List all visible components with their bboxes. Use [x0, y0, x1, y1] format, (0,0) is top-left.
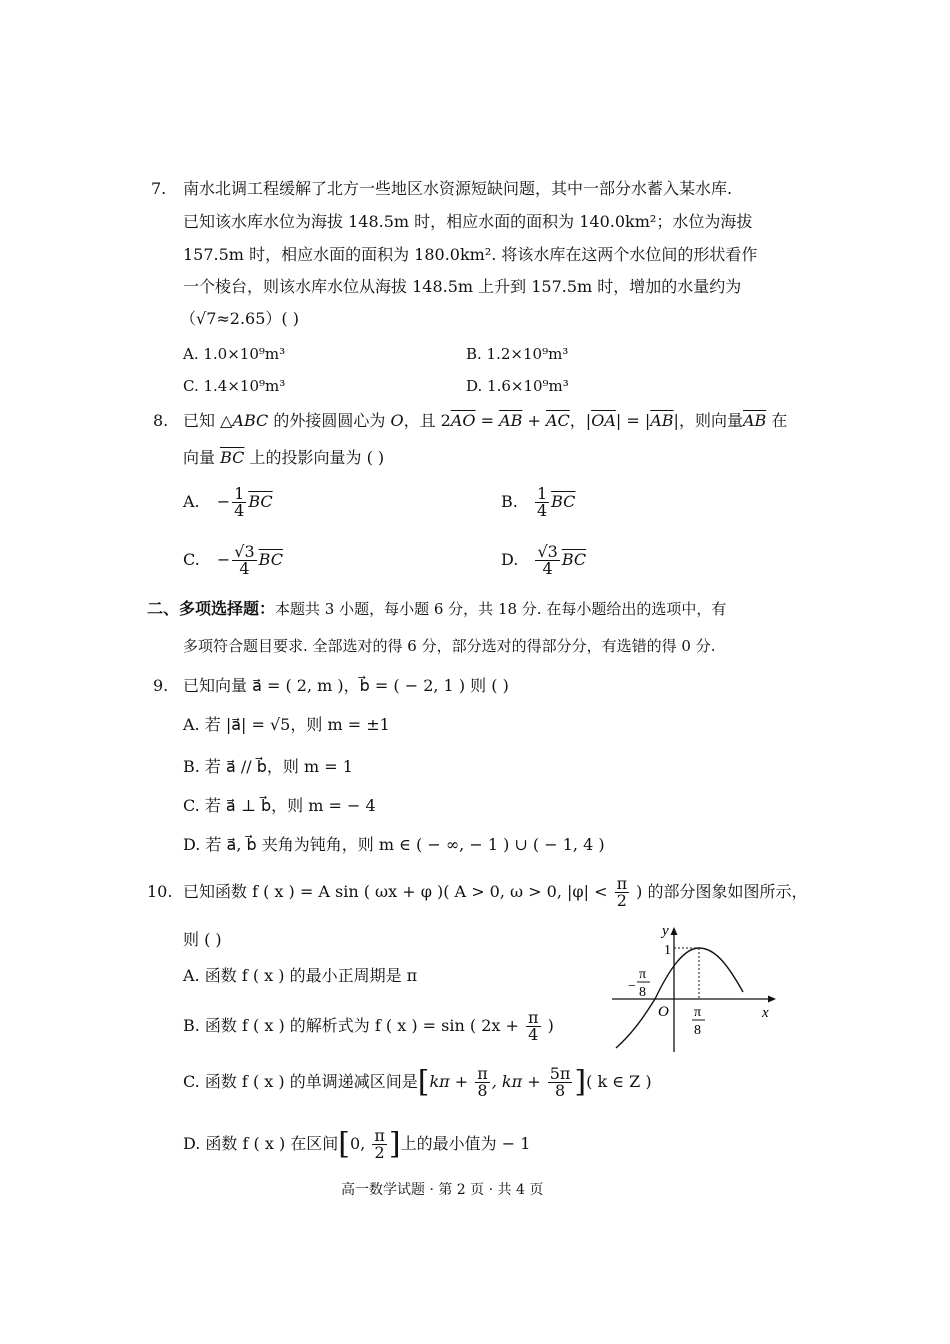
equals: =: [475, 411, 500, 430]
triangle-abc: ABC: [232, 411, 269, 430]
option-label: D.: [501, 550, 519, 569]
q10-text: C. 函数 f ( x ) 的单调递减区间是: [183, 1072, 418, 1091]
q9-number: 9.: [153, 676, 169, 695]
q8-text: ，|: [569, 411, 592, 430]
q8-option-d: [501, 542, 586, 578]
vector-bc: $\overline{BC}$: [248, 492, 273, 511]
denominator: 4: [234, 501, 245, 520]
pos-pi-numerator: π: [694, 1005, 702, 1020]
q10-option-a: A. 函数 f ( x ) 的最小正周期是 π: [183, 966, 418, 985]
q7-line-2: 已知该水库水位为海拔 148.5m 时，相应水面的面积为 140.0km²；水位为海拔: [183, 212, 753, 231]
numerator: √3: [234, 542, 255, 561]
neg-sign: −: [628, 979, 636, 994]
q8-line-2: [183, 448, 384, 468]
numerator: √3: [537, 542, 558, 561]
fraction: [548, 1066, 573, 1099]
q10-text: 0,: [350, 1134, 371, 1153]
vector-bc: $\overline{BC}$: [258, 550, 283, 569]
q7-option-c: C. 1.4×10⁹m³: [183, 377, 286, 395]
sine-graph: [608, 920, 788, 1055]
option-label: B.: [501, 492, 518, 511]
circumcenter-o: O: [390, 411, 404, 430]
numerator: π: [374, 1126, 385, 1145]
fraction: [232, 486, 246, 519]
denominator: 8: [477, 1081, 488, 1100]
q8-text: 已知 △: [183, 411, 233, 430]
fraction: [475, 1066, 490, 1099]
origin-label: O: [658, 1004, 669, 1020]
page-footer: 高一数学试题 · 第 2 页 · 共 4 页: [341, 1182, 544, 1198]
q10-text: kπ +: [429, 1072, 474, 1091]
numerator: 5π: [549, 1064, 571, 1083]
q10-number: 10.: [147, 882, 173, 901]
q8-text: ，且 2: [403, 411, 451, 430]
q8-option-b: [501, 484, 575, 520]
q8-text: | = |: [615, 411, 651, 430]
section-2-instructions-line-2: 多项符合题目要求. 全部选对的得 6 分，部分选对的得部分分，有选错的得 0 分.: [183, 637, 716, 655]
denominator: 2: [374, 1143, 385, 1162]
q10-text: B. 函数 f ( x ) 的解析式为 f ( x ) = sin ( 2x +: [183, 1016, 524, 1035]
fraction: [615, 876, 630, 909]
q8-line-1: [183, 411, 787, 431]
numerator: 1: [234, 484, 245, 503]
q10-text: 已知函数 f ( x ) = A sin ( ωx + φ )( A > 0, ω > 0, |φ| <: [183, 882, 613, 901]
q9-stem: 已知向量 a⃗ = ( 2, m )，b⃗ = ( − 2, 1 ) 则 ( ): [183, 676, 509, 695]
vector-ac: $\overline{AC}$: [546, 411, 570, 430]
q9-option-b: B. 若 a⃗ // b⃗，则 m = 1: [183, 757, 353, 776]
vector-oa: $\overline{OA}$: [591, 411, 616, 430]
sine-curve: [616, 948, 743, 1048]
pos-pi-denominator: 8: [694, 1023, 701, 1038]
denominator: 8: [554, 1081, 566, 1100]
q10-option-c: [183, 1060, 652, 1105]
minus: −: [216, 550, 231, 569]
q8-text: 在: [766, 411, 788, 430]
q7-option-d: D. 1.6×10⁹m³: [466, 377, 569, 395]
vector-ab: $\overline{AB}$: [650, 411, 674, 430]
vector-bc: $\overline{BC}$: [551, 492, 576, 511]
option-label: C.: [183, 550, 200, 569]
fraction: [535, 544, 559, 577]
q8-number: 8.: [153, 411, 169, 430]
fraction: [232, 544, 256, 577]
neg-pi-denominator: 8: [639, 985, 646, 1000]
q7-line-1: 南水北调工程缓解了北方一些地区水资源短缺问题，其中一部分水蓄入某水库.: [183, 179, 733, 198]
q7-line-4: 一个棱台，则该水库水位从海拔 148.5m 上升到 157.5m 时，增加的水量约为: [183, 277, 742, 296]
q8-option-c: [183, 542, 283, 578]
y-label: y: [662, 923, 669, 939]
neg-pi-numerator: π: [639, 967, 647, 982]
option-label: A.: [183, 492, 200, 511]
denominator: 4: [542, 559, 553, 578]
q10-text: D. 函数 f ( x ) 在区间: [183, 1134, 339, 1153]
q10-text: ( k ∈ Z ): [586, 1072, 652, 1091]
vector-bc: $\overline{BC}$: [561, 550, 587, 569]
fraction: [526, 1010, 541, 1043]
section-2-heading: [147, 599, 726, 619]
section-instructions: 本题共 3 小题，每小题 6 分，共 18 分. 在每小题给出的选项中，有: [275, 600, 727, 618]
q9-option-c: C. 若 a⃗ ⊥ b⃗，则 m = − 4: [183, 796, 376, 815]
q10-then: 则 ( ): [183, 930, 222, 949]
q7-number: 7.: [151, 179, 167, 198]
vector-ab: $\overline{AB}$: [499, 411, 523, 430]
q10-text: ): [542, 1016, 554, 1035]
max-value-label: 1: [664, 943, 671, 958]
left-bracket: [: [338, 1126, 351, 1162]
vector-bc: $\overline{BC}$: [220, 448, 245, 467]
vector-ao: $\overline{AO}$: [450, 411, 476, 430]
q10-text: , kπ +: [491, 1072, 546, 1091]
q10-stem: [183, 873, 808, 911]
numerator: π: [527, 1008, 539, 1027]
q9-option-d: D. 若 a⃗, b⃗ 夹角为钝角，则 m ∈ ( − ∞, − 1 ) ∪ ( − 1, 4 ): [183, 835, 605, 854]
left-bracket: [: [417, 1064, 430, 1100]
numerator: π: [616, 874, 628, 893]
minus: −: [216, 492, 231, 511]
q10-text: ) 的部分图象如图所示，: [631, 882, 808, 901]
q10-text: 上的最小值为 − 1: [400, 1134, 531, 1153]
denominator: 4: [536, 501, 548, 520]
x-label: x: [762, 1005, 769, 1021]
numerator: 1: [536, 484, 548, 503]
q10-option-b: [183, 1006, 554, 1046]
y-axis-arrow: [671, 927, 678, 935]
right-bracket: ]: [388, 1126, 401, 1162]
q10-option-d: [183, 1122, 530, 1167]
x-axis-arrow: [768, 996, 776, 1003]
q9-option-a: A. 若 |a⃗| = √5，则 m = ±1: [183, 715, 390, 734]
section-title: 二、多项选择题：: [147, 599, 276, 618]
q7-option-a: A. 1.0×10⁹m³: [183, 345, 286, 363]
fraction: [535, 486, 549, 519]
q8-text: 上的投影向量为 ( ): [244, 448, 385, 467]
denominator: 4: [239, 559, 250, 578]
q8-text: 的外接圆圆心为: [268, 411, 391, 430]
q7-option-b: B. 1.2×10⁹m³: [466, 345, 569, 363]
denominator: 2: [616, 891, 627, 910]
q8-text: |，则向量: [673, 411, 743, 430]
fraction: [372, 1128, 387, 1161]
q8-option-a: [183, 484, 273, 520]
right-bracket: ]: [574, 1064, 587, 1100]
plus: +: [522, 411, 546, 430]
q8-text: 向量: [183, 448, 221, 467]
denominator: 4: [528, 1025, 539, 1044]
q7-line-3: 157.5m 时，相应水面的面积为 180.0km². 将该水库在这两个水位间的形状看作: [183, 245, 758, 264]
numerator: π: [477, 1064, 488, 1083]
q7-line-5: （√7≈2.65）( ): [180, 309, 299, 328]
vector-ab: $\overline{AB}$: [742, 411, 767, 430]
